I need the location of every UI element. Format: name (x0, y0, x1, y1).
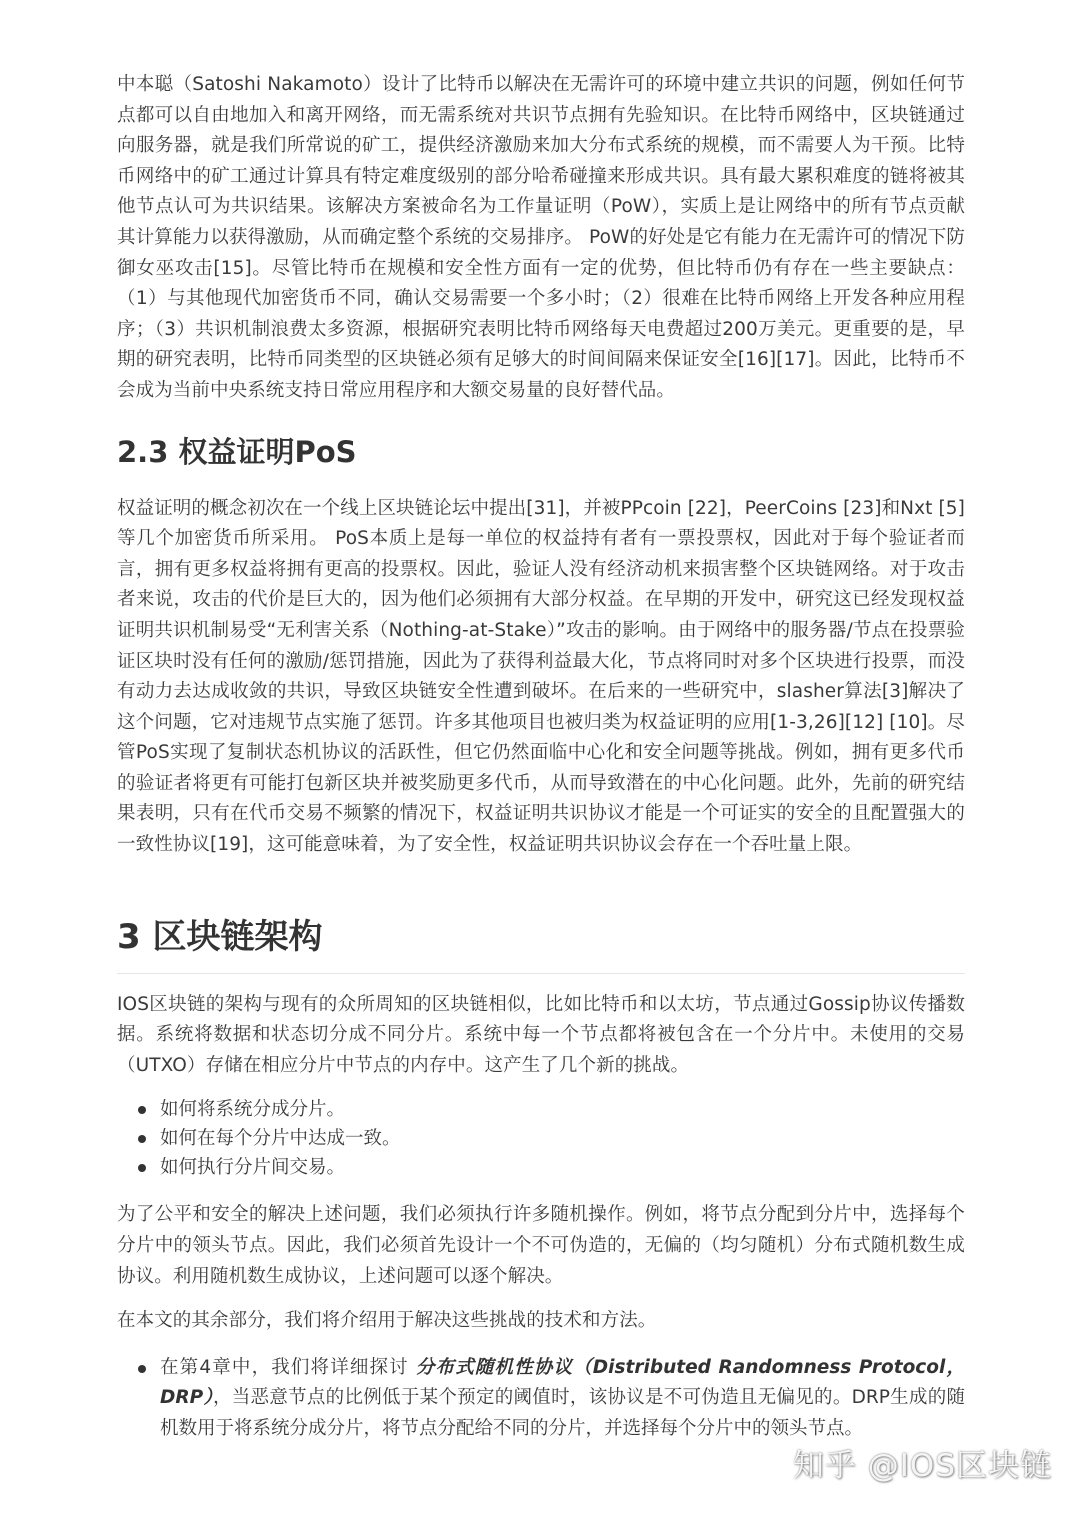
list-item-text: 如何在每个分片中达成一致。 (160, 1128, 401, 1150)
bullet-icon (138, 1135, 146, 1143)
list-item-suffix: ，当恶意节点的比例低于某个预定的阈值时，该协议是不可伪造且无偏见的。DRP生成的随机数用于将系统分成分片，将节点分配给不同的分片，并选择每个分片中的领头节点。 (160, 1387, 965, 1439)
list-item-text: 如何执行分片间交易。 (160, 1157, 346, 1179)
section-heading-2-3: 2.3 权益证明PoS (117, 434, 357, 469)
zhihu-watermark: 知乎 @IOS区块链 (792, 1448, 1052, 1484)
paragraph-randomness: 为了公平和安全的解决上述问题，我们必须执行许多随机操作。例如，将节点分配到分片中，选择每个分片中的领头节点。因此，我们必须首先设计一个不可伪造的，无偏的（均匀随机）分布式随机数生成协议。利用随机数生成协议，上述问题可以逐个解决。 (117, 1204, 965, 1287)
list-item (117, 1353, 965, 1445)
bullet-icon (138, 1164, 146, 1172)
list-item (117, 1095, 965, 1124)
list-item (117, 1124, 965, 1153)
chapter-list (117, 1353, 965, 1445)
document-page (117, 70, 965, 1445)
list-item-prefix: 在第4章中，我们将详细探讨 (160, 1356, 416, 1378)
list-item-text: 如何将系统分成分片。 (160, 1099, 346, 1121)
bullet-icon (138, 1365, 146, 1373)
bullet-icon (138, 1106, 146, 1114)
paragraph-architecture: IOS区块链的架构与现有的众所周知的区块链相似，比如比特币和以太坊，节点通过Gossip协议传播数据。系统将数据和状态切分成不同分片。系统中每一个节点都将被包含在一个分片中。未使用的交易（UTXO）存储在相应分片中节点的内存中。这产生了几个新的挑战。 (117, 993, 965, 1076)
paragraph-pos: 权益证明的概念初次在一个线上区块链论坛中提出[31]，并被PPcoin [22]，PeerCoins [23]和Nxt [5]等几个加密货币所采用。 PoS本质上是每一单位的权益持有者有一票投票权，因此对于每个验证者而言，拥有更多权益将拥有更高的投票权。因此，验证人没有经济动机来损害整个区块链网络。对于攻击者来说，攻击的代价是巨大的，因为他们必须拥有大部分权益。在早期的开发中，研究这已经发现权益证明共识机制易受“无利害关系（Nothing-at-Stake）”攻击的影响。由于网络中的服务器/节点在投票验证区块时没有任何的激励/惩罚措施，因此为了获得利益最大化，节点将同时对多个区块进行投票，而没有动力去达成收敛的共识，导致区块链安全性遭到破坏。在后来的一些研究中，slasher算法[3]解决了这个问题，它对违规节点实施了惩罚。许多其他项目也被归类为权益证明的应用[1-3,26][12] [10]。尽管PoS实现了复制状态机协议的活跃性，但它仍然面临中心化和安全问题等挑战。例如，拥有更多代币的验证者将更有可能打包新区块并被奖励更多代币，从而导致潜在的中心化问题。此外，先前的研究结果表明，只有在代币交易不频繁的情况下，权益证明共识协议才能是一个可证实的安全的且配置强大的一致性协议[19]，这可能意味着，为了安全性，权益证明共识协议会存在一个吞吐量上限。 (117, 497, 965, 856)
list-item (117, 1153, 965, 1182)
challenge-list (117, 1095, 965, 1182)
paragraph-bitcoin-pow: 中本聪（Satoshi Nakamoto）设计了比特币以解决在无需许可的环境中建立共识的问题，例如任何节点都可以自由地加入和离开网络，而无需系统对共识节点拥有先验知识。在比特币网络中，区块链通过向服务器，就是我们所常说的矿工，提供经济激励来加大分布式系统的规模，而不需要人为干预。比特币网络中的矿工通过计算具有特定难度级别的部分哈希碰撞来形成共识。具有最大累积难度的链将被其他节点认可为共识结果。该解决方案被命名为工作量证明（PoW），实质上是让网络中的所有节点贡献其计算能力以获得激励，从而确定整个系统的交易排序。 PoW的好处是它有能力在无需许可的情况下防御女巫攻击[15]。尽管比特币在规模和安全性方面有一定的优势，但比特币仍有存在一些主要缺点：（1）与其他现代加密货币不同，确认交易需要一个多小时；（2）很难在比特币网络上开发各种应用程序；（3）共识机制浪费太多资源，根据研究表明比特币网络每天电费超过200万美元。更重要的是，早期的研究表明，比特币同类型的区块链必须有足够大的时间间隔来保证安全[16][17]。因此，比特币不会成为当前中央系统支持日常应用程序和大额交易量的良好替代品。 (117, 74, 965, 401)
paragraph-rest-of-paper: 在本文的其余部分，我们将介绍用于解决这些挑战的技术和方法。 (117, 1310, 657, 1332)
section-heading-3: 3 区块链架构 (117, 909, 965, 974)
drp-emphasis: 分布式随机性协议（Distributed Randomness Protocol，DRP） (160, 1356, 965, 1409)
